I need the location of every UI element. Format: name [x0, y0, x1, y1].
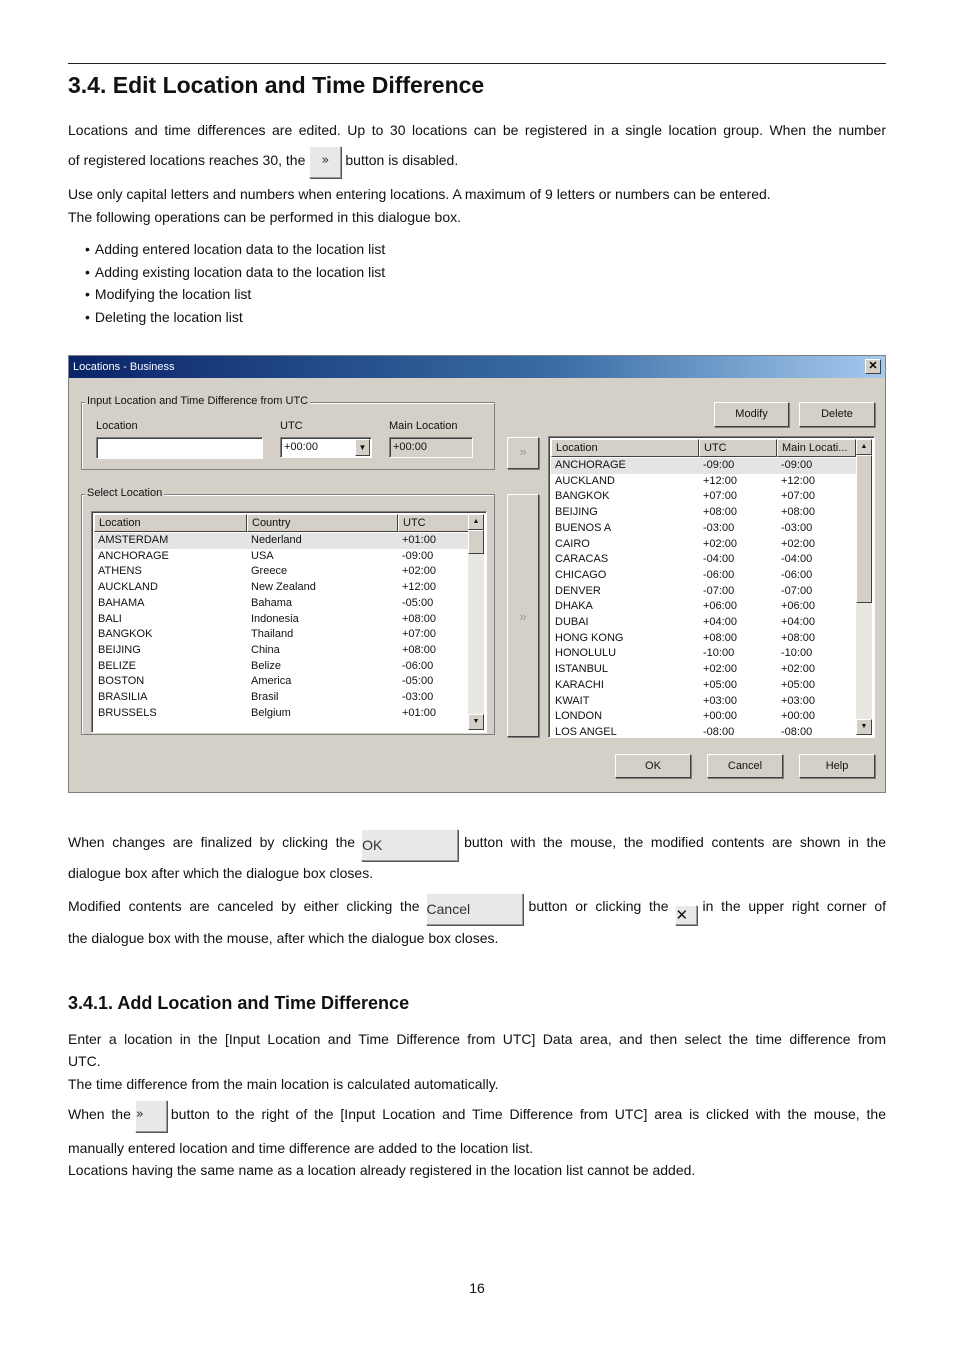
table-cell: -06:00	[703, 568, 735, 581]
column-header[interactable]: UTC	[398, 514, 470, 532]
table-cell: -08:00	[781, 725, 813, 738]
table-row[interactable]	[551, 537, 856, 553]
table-cell: Thailand	[251, 628, 294, 641]
intro-line-2b: button is disabled.	[345, 152, 459, 168]
column-header[interactable]: Main Locati...	[777, 439, 856, 457]
ok-button-image: OK	[361, 829, 458, 861]
table-cell: New Zealand	[251, 581, 316, 594]
table-cell: ISTANBUL	[555, 663, 608, 676]
table-cell: CAIRO	[555, 537, 590, 550]
table-cell: Belize	[251, 659, 281, 672]
table-cell: -09:00	[781, 459, 813, 471]
table-cell: +07:00	[703, 490, 737, 503]
table-row[interactable]	[551, 552, 856, 568]
dialog-title: Locations - Business	[73, 361, 175, 373]
table-cell: BELIZE	[98, 659, 136, 672]
table-cell: HONG KONG	[555, 631, 624, 644]
add-para-2: The time difference from the main location is calculated automatically.	[68, 1076, 499, 1092]
table-cell: +02:00	[703, 663, 737, 676]
table-row[interactable]	[551, 458, 856, 474]
table-cell: +06:00	[703, 600, 737, 613]
ok-button[interactable]: OK	[615, 754, 691, 778]
scroll-thumb[interactable]	[468, 530, 484, 554]
main-location-field: +00:00	[389, 437, 473, 458]
table-row[interactable]	[551, 631, 856, 647]
location-list-scrollbar[interactable]	[856, 439, 872, 735]
ok-paragraph-line-2: dialogue box after which the dialogue box closes.	[68, 865, 374, 881]
table-row[interactable]	[94, 627, 468, 643]
table-cell: +05:00	[781, 678, 815, 691]
table-cell: BRASILIA	[98, 691, 148, 703]
table-cell: +08:00	[402, 612, 436, 625]
list-item: • Adding entered location data to the location list	[85, 238, 385, 261]
table-cell: Brasil	[251, 691, 279, 703]
cancel-button[interactable]: Cancel	[707, 754, 783, 778]
table-cell: +00:00	[703, 710, 737, 723]
table-cell: ANCHORAGE	[98, 549, 169, 562]
table-row[interactable]	[551, 725, 856, 738]
table-row[interactable]	[94, 564, 468, 580]
table-cell: -05:00	[402, 596, 434, 609]
add-para-1-line-1: Enter a location in the [Input Location and Time Difference from UTC] Data area, and then select the time difference from	[68, 1031, 886, 1047]
table-cell: -10:00	[703, 647, 735, 660]
select-group-title: Select Location	[87, 487, 163, 499]
input-group-title: Input Location and Time Difference from UTC	[87, 395, 309, 407]
intro-line-2	[68, 142, 886, 178]
table-row[interactable]	[551, 505, 856, 521]
table-cell: China	[251, 643, 280, 656]
add-arrow-icon: »	[309, 146, 341, 178]
table-cell: BOSTON	[98, 675, 145, 688]
table-cell: Indonesia	[251, 612, 299, 625]
table-cell: ANCHORAGE	[555, 459, 626, 471]
table-cell: +08:00	[781, 631, 815, 644]
scroll-up-icon[interactable]: ▲	[856, 439, 872, 455]
table-cell: +02:00	[781, 537, 815, 550]
close-icon: ✕	[675, 905, 697, 925]
column-header[interactable]: UTC	[699, 439, 777, 457]
table-cell: BANGKOK	[98, 628, 153, 641]
table-cell: BANGKOK	[555, 490, 610, 503]
table-row[interactable]	[551, 474, 856, 490]
table-row[interactable]	[551, 678, 856, 694]
add-text-b: button to the right of the [Input Location and Time Difference from UTC] area is clicked with the mouse, the	[170, 1106, 886, 1122]
table-cell: -03:00	[402, 691, 434, 703]
locations-dialog	[68, 355, 886, 793]
intro-line-3: Use only capital letters and numbers when entering locations. A maximum of 9 letters or numbers can be entered.	[68, 186, 771, 202]
ok-text-b: button with the mouse, the modified contents are shown in the	[464, 834, 887, 850]
table-cell: +06:00	[781, 600, 815, 613]
table-row[interactable]	[551, 615, 856, 631]
location-input[interactable]	[96, 437, 263, 459]
table-cell: CARACAS	[555, 553, 609, 566]
table-row[interactable]	[94, 690, 468, 706]
column-header[interactable]: Location	[94, 514, 247, 532]
help-button[interactable]: Help	[799, 754, 875, 778]
location-list-header	[551, 439, 856, 457]
scroll-thumb[interactable]	[856, 455, 872, 603]
table-cell: +04:00	[781, 616, 815, 628]
table-row[interactable]	[94, 533, 468, 549]
table-row[interactable]	[94, 612, 468, 628]
add-para-3-line-1	[68, 1096, 886, 1132]
table-row[interactable]	[94, 596, 468, 612]
table-cell: -10:00	[781, 647, 813, 660]
table-cell: BEIJING	[98, 643, 141, 656]
table-cell: Nederland	[251, 534, 302, 546]
intro-line-1: Locations and time differences are edited. Up to 30 locations can be registered in a single location group. When the number	[68, 122, 886, 138]
add-text-a: When the	[68, 1106, 131, 1122]
table-cell: +02:00	[703, 537, 737, 550]
table-cell: -09:00	[703, 459, 735, 471]
table-cell: Belgium	[251, 706, 291, 719]
table-cell: +03:00	[703, 694, 737, 707]
table-cell: +12:00	[781, 474, 815, 487]
page-number: 16	[469, 1280, 485, 1296]
table-row[interactable]	[94, 549, 468, 565]
table-row[interactable]	[551, 584, 856, 600]
table-cell: +02:00	[781, 663, 815, 676]
intro-line-2a: of registered locations reaches 30, the	[68, 152, 306, 168]
table-cell: -07:00	[781, 584, 813, 597]
table-cell: Bahama	[251, 596, 292, 609]
table-cell: BEIJING	[555, 506, 598, 519]
column-header[interactable]: Location	[551, 439, 699, 457]
table-cell: AUCKLAND	[98, 581, 158, 594]
table-cell: -06:00	[402, 659, 434, 672]
main-location-label: Main Location	[389, 420, 458, 432]
table-row[interactable]	[94, 643, 468, 659]
ok-text-a: When changes are finalized by clicking the	[68, 834, 356, 850]
table-row[interactable]	[551, 568, 856, 584]
add-para-1-line-2: UTC.	[68, 1053, 101, 1069]
table-cell: AMSTERDAM	[98, 534, 169, 546]
column-header[interactable]: Country	[247, 514, 398, 532]
table-cell: +05:00	[703, 678, 737, 691]
table-cell: DUBAI	[555, 616, 589, 628]
delete-button[interactable]: Delete	[799, 402, 875, 427]
table-cell: -03:00	[781, 521, 813, 534]
utc-label: UTC	[280, 420, 303, 432]
cancel-text-c: in the upper right corner of	[702, 898, 887, 914]
header-rule	[68, 63, 886, 64]
modify-button[interactable]: Modify	[714, 402, 789, 427]
table-row[interactable]	[551, 599, 856, 615]
table-row[interactable]	[551, 489, 856, 505]
scroll-down-icon[interactable]: ▼	[856, 719, 872, 735]
table-cell: America	[251, 675, 292, 688]
add-input-button[interactable]: »	[507, 437, 539, 469]
table-cell: +02:00	[402, 565, 436, 578]
cancel-paragraph-line-2: the dialogue box with the mouse, after which the dialogue box closes.	[68, 930, 499, 946]
table-row[interactable]	[94, 580, 468, 596]
table-cell: -06:00	[781, 568, 813, 581]
table-cell: LOS ANGEL	[555, 725, 617, 738]
table-cell: BALI	[98, 612, 122, 625]
utc-select[interactable]	[280, 437, 372, 458]
table-cell: HONOLULU	[555, 647, 617, 660]
select-list-scrollbar[interactable]	[468, 514, 484, 730]
cancel-text-b: button or clicking the	[528, 898, 669, 914]
scroll-up-icon[interactable]: ▲	[468, 514, 484, 530]
table-cell: +01:00	[402, 534, 436, 546]
table-cell: -04:00	[781, 553, 813, 566]
table-row[interactable]	[94, 706, 468, 722]
table-cell: DHAKA	[555, 600, 593, 613]
table-cell: +04:00	[703, 616, 737, 628]
operations-list	[85, 238, 385, 329]
table-cell: BUENOS A	[555, 521, 612, 534]
table-cell: CHICAGO	[555, 568, 607, 581]
table-cell: +01:00	[402, 706, 436, 719]
table-cell: -05:00	[402, 675, 434, 688]
table-cell: +08:00	[781, 506, 815, 519]
cancel-button-image: Cancel	[426, 893, 523, 925]
list-item: • Adding existing location data to the location list	[85, 261, 385, 284]
table-cell: KARACHI	[555, 678, 604, 691]
table-cell: +07:00	[402, 628, 436, 641]
table-cell: +12:00	[402, 581, 436, 594]
close-icon[interactable]: ✕	[865, 359, 881, 374]
list-item: • Modifying the location list	[85, 283, 385, 306]
select-list-header	[94, 514, 470, 532]
table-cell: +03:00	[781, 694, 815, 707]
ok-paragraph-line-1	[68, 823, 886, 861]
table-cell: KWAIT	[555, 694, 590, 707]
table-cell: AUCKLAND	[555, 474, 615, 487]
table-cell: -09:00	[402, 549, 434, 562]
location-label: Location	[96, 420, 138, 432]
table-cell: BRUSSELS	[98, 706, 157, 719]
add-selected-button[interactable]: »	[507, 494, 539, 737]
table-cell: BAHAMA	[98, 596, 145, 609]
table-cell: Greece	[251, 565, 288, 578]
location-list[interactable]	[548, 436, 875, 738]
table-cell: +08:00	[402, 643, 436, 656]
table-cell: +08:00	[703, 631, 737, 644]
table-row[interactable]	[551, 646, 856, 662]
section-heading: 3.4. Edit Location and Time Difference	[68, 72, 485, 98]
utc-select-value: +00:00	[284, 441, 318, 453]
table-row[interactable]	[551, 662, 856, 678]
cancel-text-a: Modified contents are canceled by either clicking the	[68, 898, 420, 914]
dialog-titlebar	[69, 356, 885, 378]
table-cell: -07:00	[703, 584, 735, 597]
table-cell: +00:00	[781, 710, 815, 723]
table-row[interactable]	[94, 659, 468, 675]
select-location-list[interactable]	[91, 511, 487, 733]
add-para-3-line-2: manually entered location and time difference are added to the location list.	[68, 1140, 534, 1156]
table-cell: LONDON	[555, 710, 603, 723]
input-location-group	[81, 402, 495, 470]
add-arrow-icon: »	[135, 1100, 167, 1132]
list-item: • Deleting the location list	[85, 306, 385, 329]
table-row[interactable]	[551, 709, 856, 725]
table-cell: USA	[251, 549, 274, 562]
chevron-down-icon[interactable]: ▼	[355, 439, 370, 456]
add-para-4: Locations having the same name as a location already registered in the location list cannot be added.	[68, 1162, 696, 1178]
table-cell: -04:00	[703, 553, 735, 566]
scroll-down-icon[interactable]: ▼	[468, 714, 484, 730]
table-cell: +08:00	[703, 506, 737, 519]
table-cell: DENVER	[555, 584, 601, 597]
table-row[interactable]	[551, 521, 856, 537]
table-row[interactable]	[94, 674, 468, 690]
table-cell: +12:00	[703, 474, 737, 487]
table-cell: -08:00	[703, 725, 735, 738]
intro-line-4: The following operations can be performed in this dialogue box.	[68, 209, 462, 225]
table-cell: -03:00	[703, 521, 735, 534]
table-row[interactable]	[551, 694, 856, 710]
cancel-paragraph-line-1	[68, 887, 886, 925]
subsection-heading: 3.4.1. Add Location and Time Difference	[68, 993, 410, 1013]
table-cell: +07:00	[781, 490, 815, 503]
table-cell: ATHENS	[98, 565, 142, 578]
